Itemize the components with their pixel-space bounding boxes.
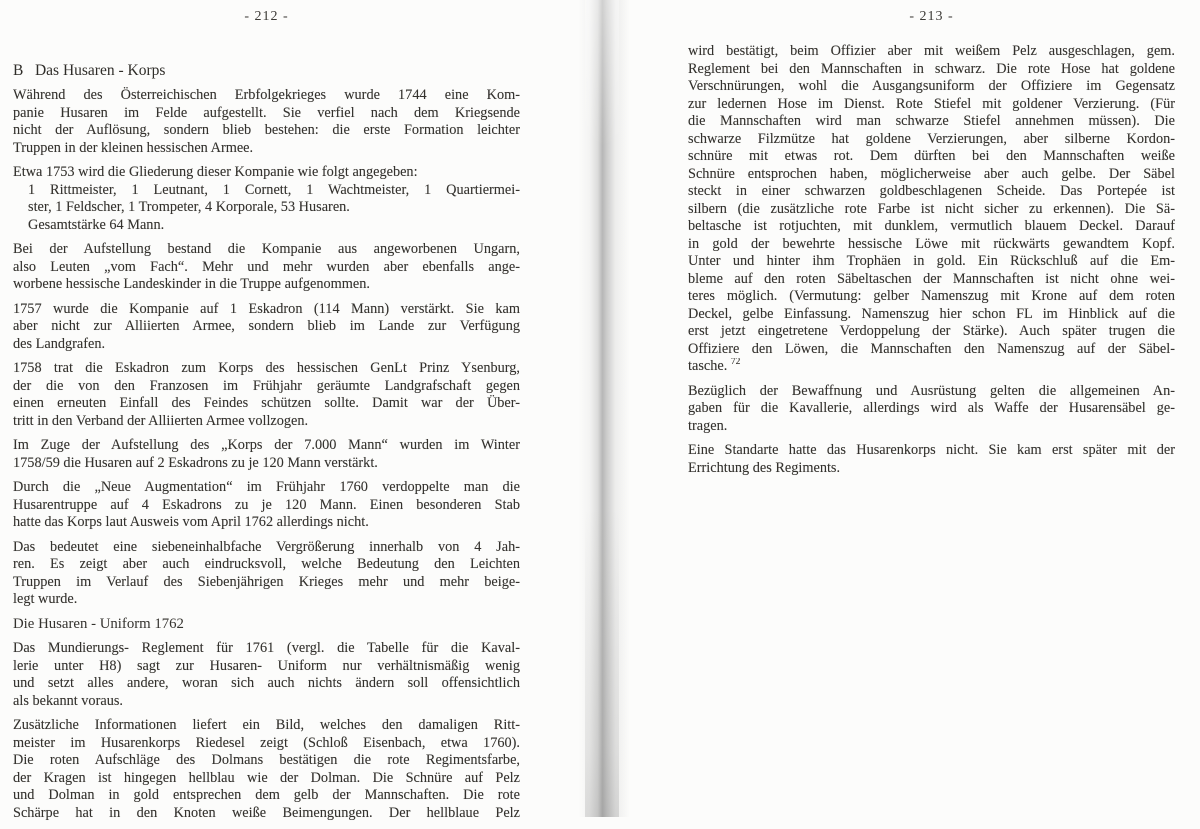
text-line: legt wurde. [13, 591, 78, 607]
paragraph [13, 241, 520, 294]
paragraph [688, 383, 1175, 436]
gutter-shadow-vertical [585, 0, 619, 817]
page-212-body [13, 62, 520, 822]
text-line: hatte das Korps laut Ausweis vom April 1762 allerdings nicht. [13, 514, 369, 530]
paragraph [13, 539, 520, 609]
text-line: lerie unter H8) sagt zur Husaren- Uniform nur verhältnismäßig wenig [13, 657, 520, 674]
text-line: meister im Husarenkorps Riedesel zeigt (Schloß Eisenbach, etwa 1760). [13, 734, 520, 751]
text-line: in gold der bewehrte hessische Löwe mit rückwärts gewandtem Kopf. [688, 235, 1175, 252]
text-line: Das bedeutet eine siebeneinhalbfache Vergrößerung innerhalb von 4 Jah- [13, 538, 520, 555]
page-number-left: - 212 - [244, 9, 289, 24]
text-line: steckt in einer schwarzen goldbeschlagenen Scheide. Das Portepée ist [688, 183, 1175, 199]
text-line: also Leuten „vom Fach“. Mehr und mehr wurden aber ebenfalls ange- [13, 258, 520, 275]
text-line: tritt in den Verband der Alliierten Armee vollzogen. [13, 412, 309, 429]
text-line: die Mannschaften wird man schwarze Stiefel annehmen müssen). Die [688, 113, 1175, 129]
text-line: Offiziere den Löwen, die Mannschaften den Namenszug auf der Säbel- [688, 340, 1175, 357]
text-line: teres möglich. (Vermutung: gelber Namenszug mit Krone auf dem roten [688, 288, 1175, 304]
text-line: nicht der Auflösung, sondern blieb bestehen: die erste Formation leichter [13, 122, 520, 138]
page-213 [688, 8, 1175, 484]
text-line: Bei der Aufstellung bestand die Kompanie aus angeworbenen Ungarn, [13, 241, 520, 257]
text-line: zur ledernen Hose im Dienst. Rote Stiefel mit goldener Verzierung. (Für [688, 95, 1175, 112]
text-line: 1 Rittmeister, 1 Leutnant, 1 Cornett, 1 Wachtmeister, 1 Quartiermei- [28, 181, 520, 198]
text-line: Unter und hinter ihm Trophäen in gold. Ein Rückschluß auf die Em- [688, 253, 1175, 269]
page-213-body [688, 43, 1175, 477]
text-line: ster, 1 Feldscher, 1 Trompeter, 4 Korporale, 53 Husaren. [28, 199, 350, 215]
text-line: panie Husaren im Felde aufgestellt. Sie verfiel nach dem Kriegsende [13, 104, 520, 121]
text-line: Durch die „Neue Augmentation“ im Frühjahr 1760 verdoppelte man die [13, 479, 520, 495]
text-line: Etwa 1753 wird die Gliederung dieser Kompanie wie folgt angegeben: [13, 164, 418, 180]
text-line: gaben für die Kavallerie, allerdings wird als Waffe der Husarensäbel ge- [688, 400, 1175, 416]
text-line: Schärpe hat in den Knoten weiße Beimengungen. Der hellblaue Pelz [13, 804, 520, 821]
text-line: wird bestätigt, beim Offizier aber mit weißem Pelz ausgeschlagen, gem. [688, 43, 1175, 59]
text-line: Truppen im Verlauf des Siebenjährigen Krieges mehr und mehr beige- [13, 573, 520, 590]
text-line: Errichtung des Regiments. [688, 459, 841, 476]
text-line: 1757 wurde die Kompanie auf 1 Eskadron (114 Mann) verstärkt. Sie kam [13, 300, 520, 317]
text-line: Die roten Aufschläge des Dolmans bestätigen die rote Regimentsfarbe, [13, 752, 520, 768]
gutter-shadow [578, 0, 630, 817]
paragraph [13, 479, 520, 532]
text-line: bleme auf den roten Säbeltaschen der Mannschaften ist nicht ohne wei- [688, 270, 1175, 287]
text-line: einen erneuten Einfall des Feindes schützen sollte. Damit war der Über- [13, 395, 520, 411]
text-line: aber nicht zur Alliierten Armee, sondern blieb im Lande zur Verfügung [13, 318, 520, 334]
text-line: erst jetzt eingetretene Verdoppelung der Stärke). Auch später trugen die [688, 323, 1175, 339]
paragraph [13, 87, 520, 157]
text-line: Schnüre entsprochen haben, möglicherweise aber auch gelbe. Der Säbel [688, 165, 1175, 182]
text-line: Gesamtstärke 64 Mann. [28, 216, 165, 233]
paragraph [13, 640, 520, 710]
text-line: Husarentruppe auf 4 Eskadrons zu je 120 Mann. Einen besonderen Stab [13, 496, 520, 513]
paragraph [13, 437, 520, 472]
text-line: Zusätzliche Informationen liefert ein Bild, welches den damaligen Ritt- [13, 717, 520, 733]
text-line: des Landgrafen. [13, 335, 106, 352]
text-line: Reglement bei den Mannschaften in schwarz. Die rote Hose hat goldene [688, 60, 1175, 77]
text-line: Bezüglich der Bewaffnung und Ausrüstung gelten die allgemeinen An- [688, 382, 1175, 399]
text-line: und setzt alles andere, woran sich auch nichts ändern soll offensichtlich [13, 675, 520, 691]
text-line: Truppen in der kleinen hessischen Armee. [13, 139, 254, 156]
text-line: Verschnürungen, wohl die Ausgangsuniform der Offiziere im Gegensatz [688, 78, 1175, 94]
text-line: beltasche ist rotjuchten, mit dunklem, vermutlich blauem Deckel. Darauf [688, 218, 1175, 234]
page-number-right: - 213 - [909, 9, 954, 24]
page-212 [13, 8, 520, 829]
paragraph [13, 164, 520, 234]
text-line: tragen. [688, 417, 728, 434]
text-line: Deckel, gelbe Einfassung. Namenszug hier schon FL im Hinblick auf die [688, 305, 1175, 322]
sub-heading: Die Husaren - Uniform 1762 [13, 615, 184, 632]
paragraph [13, 360, 520, 430]
text-line: schnüre mit etwas rot. Dem dürften bei den Mannschaften weiße [688, 148, 1175, 164]
text-line: silbern (die zusätzliche rote Farbe ist nicht sicher zu erkennen). Die Sä- [688, 200, 1175, 217]
text-line: der Kragen ist hingegen hellblau wie der Dolman. Die Schnüre auf Pelz [13, 769, 520, 786]
section-heading: B Das Husaren - Korps [13, 62, 166, 79]
text-line: ren. Es zeigt aber auch eindrucksvoll, welche Bedeutung den Leichten [13, 556, 520, 572]
text-line: als bekannt voraus. [13, 692, 123, 709]
text-line: 1758/59 die Husaren auf 2 Eskadrons zu je 120 Mann verstärkt. [13, 454, 378, 471]
text-line: 1758 trat die Eskadron zum Korps des hessischen GenLt Prinz Ysenburg, [13, 360, 520, 376]
text-line: Eine Standarte hatte das Husarenkorps nicht. Sie kam erst später mit der [688, 442, 1175, 458]
text-line: tasche. $^{72}$ [688, 358, 741, 374]
paragraph [688, 442, 1175, 477]
text-line: Im Zuge der Aufstellung des „Korps der 7.000 Mann“ wurden im Winter [13, 437, 520, 453]
text-line: und Dolman in gold entsprechen dem gelb der Mannschaften. Die rote [13, 787, 520, 803]
footnote-marker: 72 [730, 358, 741, 368]
paragraph [688, 43, 1175, 376]
text-line: Während des Österreichischen Erbfolgekrieges wurde 1744 eine Kom- [13, 87, 520, 103]
text-line: worbene hessische Landeskinder in die Truppe aufgenommen. [13, 276, 370, 292]
text-line: schwarze Filzmütze hat goldene Verzierungen, aber silberne Kordon- [688, 130, 1175, 147]
paragraph [13, 717, 520, 822]
text-line: Das Mundierungs- Reglement für 1761 (vergl. die Tabelle für die Kaval- [13, 640, 520, 656]
text-line: der die von den Franzosen im Frühjahr geräumte Landgrafschaft gegen [13, 377, 520, 394]
paragraph [13, 301, 520, 354]
